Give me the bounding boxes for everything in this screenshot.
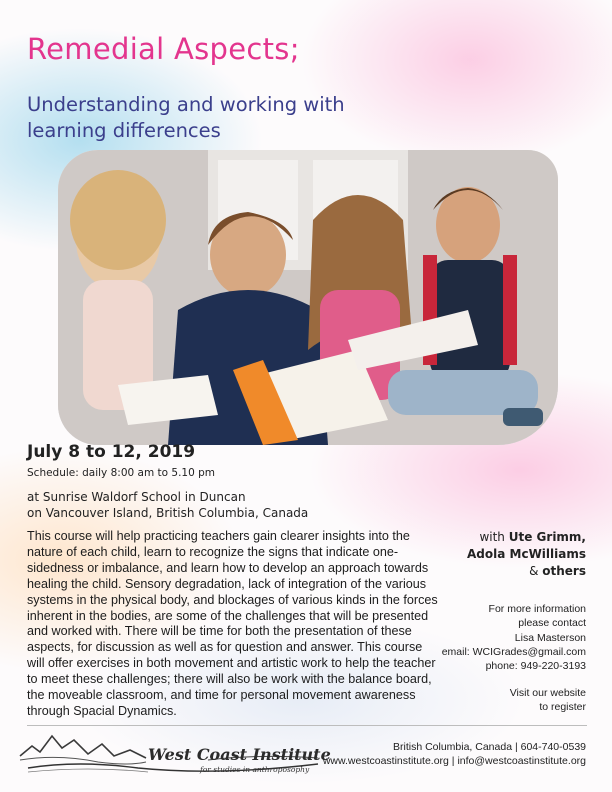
website-line-2: to register (539, 701, 586, 714)
subtitle-line-1: Understanding and working with (27, 93, 345, 116)
footer-contact (306, 740, 586, 768)
event-dates: July 8 to 12, 2019 (27, 442, 196, 462)
event-venue (27, 489, 447, 521)
children-reading-photo (58, 150, 558, 445)
presenter-ute-grimm: Ute Grimm, (508, 530, 586, 544)
contact-line-1: For more information (488, 603, 586, 615)
contact-line-2: please contact (518, 617, 586, 630)
logo-tagline: for studies in anthroposophy (200, 765, 310, 774)
website-line-1: Visit our website (509, 687, 586, 699)
venue-line-1: at Sunrise Waldorf School in Duncan (27, 490, 246, 504)
venue-line-2: on Vancouver Island, British Columbia, Canada (27, 506, 309, 520)
contact-email[interactable]: email: WCIGrades@gmail.com (441, 645, 586, 658)
contact-phone: phone: 949-220-3193 (485, 660, 586, 673)
presenters-amp: & (529, 564, 539, 578)
event-schedule: Schedule: daily 8:00 am to 5.10 pm (27, 467, 216, 479)
footer-web-email[interactable]: www.westcoastinstitute.org | info@westcoastinstitute.org (322, 755, 586, 767)
page-subtitle (27, 92, 447, 144)
presenters-others: others (542, 564, 586, 578)
footer-divider (27, 725, 587, 726)
footer-location-phone: British Columbia, Canada | 604-740-0539 (392, 741, 586, 753)
contact-name: Lisa Masterson (514, 631, 586, 644)
course-description: This course will help practicing teachers gain clearer insights into the nature of each child, learn to recognize the signs that indicate one-sidedness or imbalance, and learn how to develop an approach towards healing the child. Sensory degradation, lack of integration of the various systems in the physical body, and blockages of various kinds in the forces inherent in the bodies, are some of the challenges that will be presented and worked with. There will be time for both the presentation of these aspects, for discussion as well as for question and answer. This course will offer exercises in both movement and artistic work to help the teacher to meet these challenges; there will also be work with the balance board, the moveable classroom, and time for personal movement awareness through Spacial Dynamics. (27, 529, 438, 718)
logo-name: West Coast Institute (148, 745, 331, 764)
subtitle-line-2: learning differences (27, 119, 221, 142)
page-title: Remedial Aspects; (27, 32, 300, 66)
website-register (416, 686, 586, 715)
presenters (426, 529, 586, 580)
presenters-prefix: with (479, 530, 505, 544)
presenter-adola-mcwilliams: Adola McWilliams (467, 547, 586, 561)
contact-info (416, 602, 586, 673)
children-reading-illustration (58, 150, 558, 445)
